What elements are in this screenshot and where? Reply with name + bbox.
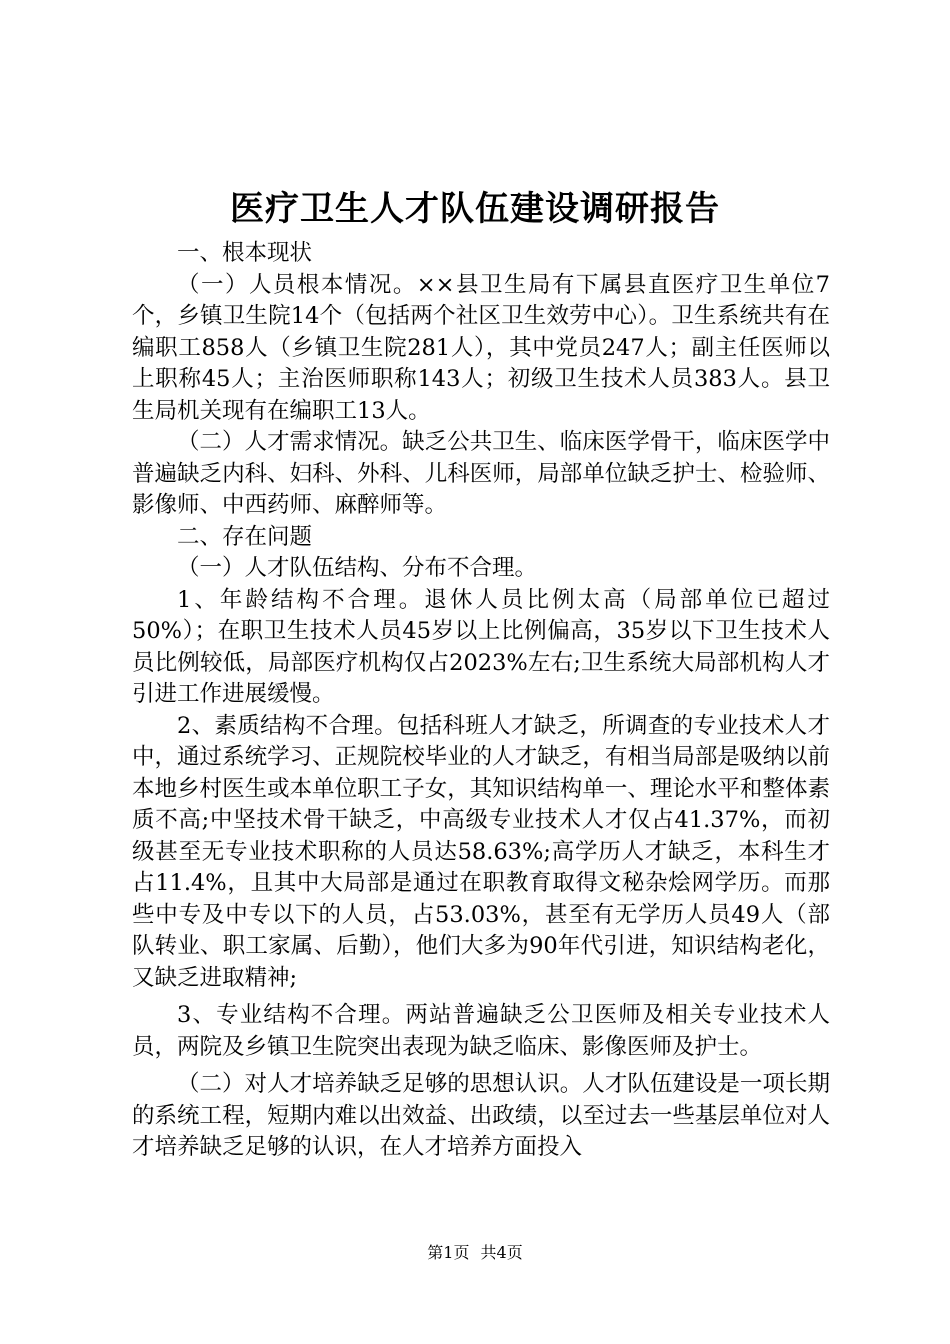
page-footer — [0, 1242, 950, 1264]
document-body — [132, 238, 830, 1164]
section-heading: 一、根本现状 — [177, 240, 313, 266]
paragraph: 3、专业结构不合理。两站普遍缺乏公卫医师及相关专业技术人员，两院及乡镇卫生院突出表现为缺乏临床、影像医师及护士。 — [132, 1002, 830, 1060]
paragraph: （二）对人才培养缺乏足够的思想认识。人才队伍建设是一项长期的系统工程，短期内难以出效益、出政绩，以至过去一些基层单位对人才培养缺乏足够的认识，在人才培养方面投入 — [132, 1071, 830, 1160]
page-total: 共4页 — [480, 1243, 523, 1262]
paragraph: 1、年龄结构不合理。退休人员比例太高（局部单位已超过50%）；在职卫生技术人员45岁以上比例偏高，35岁以下卫生技术人员比例较低，局部医疗机构仅占2023%左右;卫生系统大局部机构人才引进工作进展缓慢。 — [132, 586, 830, 707]
paragraph: （二）人才需求情况。缺乏公共卫生、临床医学骨干，临床医学中普遍缺乏内科、妇科、外科、儿科医师，局部单位缺乏护士、检验师、影像师、中西药师、麻醉师等。 — [132, 429, 830, 518]
paragraph: （一）人员根本情况。××县卫生局有下属县直医疗卫生单位7个，乡镇卫生院14个（包括两个社区卫生效劳中心）。卫生系统共有在编职工858人（乡镇卫生院281人），其中党员247人；副主任医师以上职称45人；主治医师职称143人；初级卫生技术人员383人。县卫生局机关现有在编职工13人。 — [132, 271, 830, 424]
section-heading: 二、存在问题 — [177, 523, 313, 550]
document-title: 医疗卫生人才队伍建设调研报告 — [230, 189, 720, 229]
paragraph: 2、素质结构不合理。包括科班人才缺乏，所调查的专业技术人才中，通过系统学习、正规院校毕业的人才缺乏，有相当局部是吸纳以前本地乡村医生或本单位职工子女，其知识结构单一、理论水平和整体素质不高;中坚技术骨干缺乏，中高级专业技术人才仅占41.37%，而初级甚至无专业技术职称的人员达58.63%;高学历人才缺乏，本科生才占11.4%，且其中大局部是通过在职教育取得文秘杂烩网学历。而那些中专及中专以下的人员，占53.03%，甚至有无学历人员49人（部队转业、职工家属、后勤），他们大多为90年代引进，知识结构老化，又缺乏进取精神; — [132, 712, 830, 991]
paragraph: （一）人才队伍结构、分布不合理。 — [177, 555, 538, 581]
page-number: 第1页 — [427, 1243, 470, 1262]
